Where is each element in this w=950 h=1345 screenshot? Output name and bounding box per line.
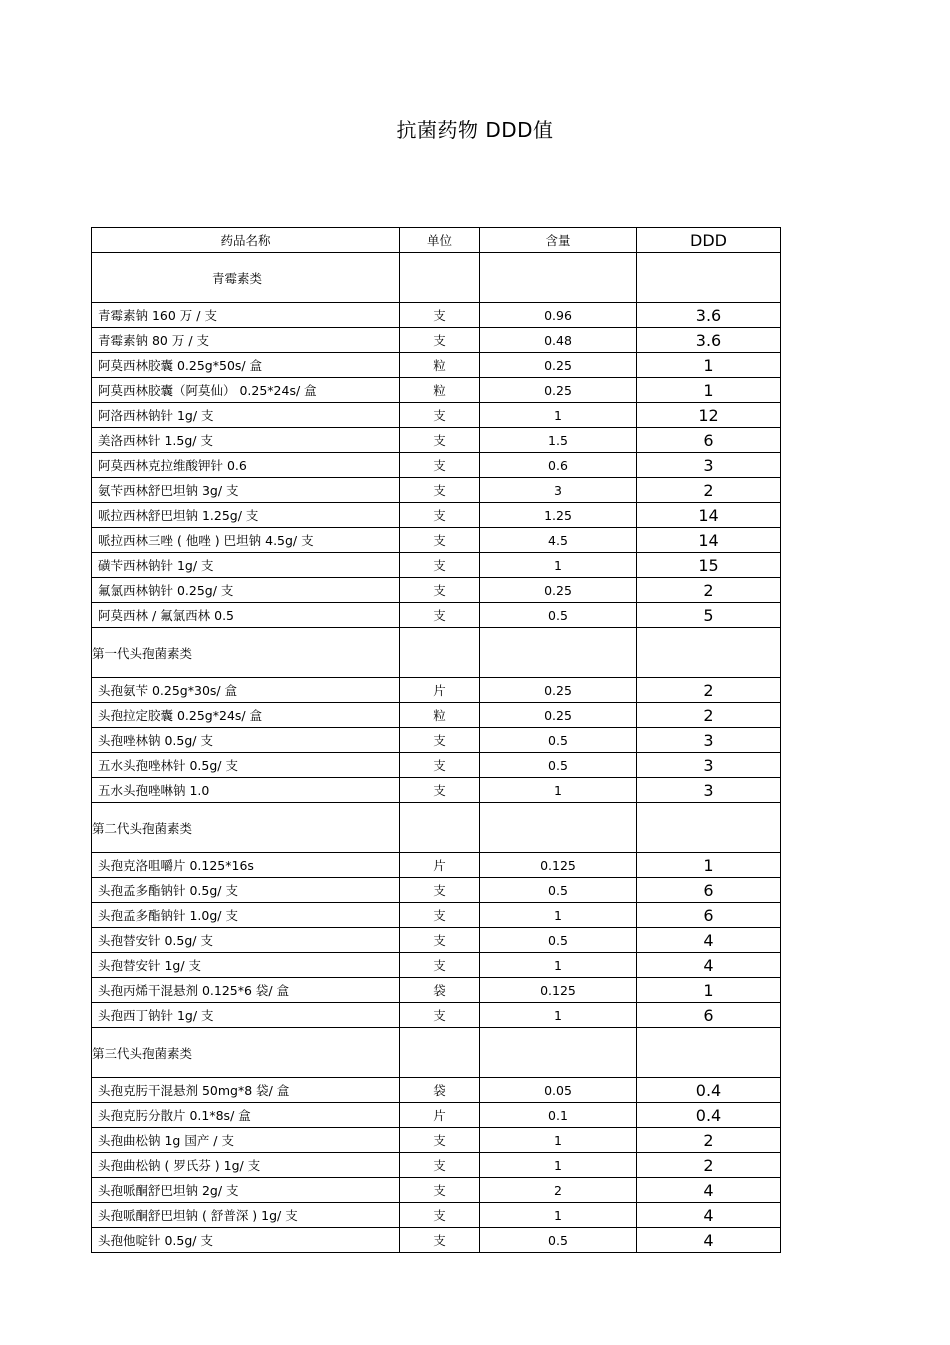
drug-name-cell: 头孢丙烯干混悬剂 0.125*6 袋/ 盒 bbox=[92, 978, 400, 1003]
header-unit: 单位 bbox=[400, 228, 480, 253]
unit-cell: 支 bbox=[400, 1003, 480, 1028]
ddd-cell: 5 bbox=[637, 603, 781, 628]
ddd-cell: 1 bbox=[637, 853, 781, 878]
unit-cell: 支 bbox=[400, 753, 480, 778]
content-cell: 1 bbox=[480, 403, 637, 428]
unit-cell: 支 bbox=[400, 1153, 480, 1178]
drug-name-cell: 头孢克肟分散片 0.1*8s/ 盒 bbox=[92, 1103, 400, 1128]
content-cell: 0.25 bbox=[480, 678, 637, 703]
drug-name-cell: 美洛西林针 1.5g/ 支 bbox=[92, 428, 400, 453]
table-row bbox=[92, 878, 781, 903]
ddd-cell: 1 bbox=[637, 978, 781, 1003]
empty-cell bbox=[480, 1028, 637, 1078]
drug-name-cell: 阿莫西林胶囊 0.25g*50s/ 盒 bbox=[92, 353, 400, 378]
ddd-table bbox=[91, 227, 781, 1253]
ddd-cell: 3 bbox=[637, 728, 781, 753]
ddd-cell: 12 bbox=[637, 403, 781, 428]
table-row bbox=[92, 453, 781, 478]
category-row bbox=[92, 803, 781, 853]
unit-cell: 支 bbox=[400, 478, 480, 503]
table-row bbox=[92, 978, 781, 1003]
drug-name-cell: 阿洛西林钠针 1g/ 支 bbox=[92, 403, 400, 428]
unit-cell: 支 bbox=[400, 303, 480, 328]
empty-cell bbox=[637, 803, 781, 853]
empty-cell bbox=[480, 803, 637, 853]
table-row bbox=[92, 778, 781, 803]
unit-cell: 片 bbox=[400, 853, 480, 878]
table-row bbox=[92, 1203, 781, 1228]
ddd-cell: 6 bbox=[637, 428, 781, 453]
unit-cell: 支 bbox=[400, 453, 480, 478]
drug-name-cell: 头孢替安针 1g/ 支 bbox=[92, 953, 400, 978]
table-row bbox=[92, 1128, 781, 1153]
ddd-cell: 3.6 bbox=[637, 303, 781, 328]
ddd-cell: 3.6 bbox=[637, 328, 781, 353]
empty-cell bbox=[400, 803, 480, 853]
empty-cell bbox=[637, 628, 781, 678]
ddd-cell: 0.4 bbox=[637, 1103, 781, 1128]
empty-cell bbox=[400, 1028, 480, 1078]
category-label: 第二代头孢菌素类 bbox=[92, 803, 400, 853]
category-row bbox=[92, 1028, 781, 1078]
unit-cell: 片 bbox=[400, 678, 480, 703]
ddd-cell: 0.4 bbox=[637, 1078, 781, 1103]
drug-name-cell: 头孢唑林钠 0.5g/ 支 bbox=[92, 728, 400, 753]
ddd-cell: 4 bbox=[637, 1228, 781, 1253]
content-cell: 0.5 bbox=[480, 753, 637, 778]
ddd-cell: 2 bbox=[637, 703, 781, 728]
empty-cell bbox=[637, 1028, 781, 1078]
table-row bbox=[92, 853, 781, 878]
unit-cell: 支 bbox=[400, 328, 480, 353]
content-cell: 0.96 bbox=[480, 303, 637, 328]
ddd-cell: 3 bbox=[637, 778, 781, 803]
content-cell: 1 bbox=[480, 903, 637, 928]
content-cell: 3 bbox=[480, 478, 637, 503]
ddd-cell: 4 bbox=[637, 953, 781, 978]
unit-cell: 支 bbox=[400, 1128, 480, 1153]
unit-cell: 支 bbox=[400, 953, 480, 978]
ddd-cell: 3 bbox=[637, 753, 781, 778]
ddd-cell: 4 bbox=[637, 1203, 781, 1228]
unit-cell: 支 bbox=[400, 403, 480, 428]
drug-name-cell: 头孢西丁钠针 1g/ 支 bbox=[92, 1003, 400, 1028]
ddd-cell: 6 bbox=[637, 903, 781, 928]
table-row bbox=[92, 728, 781, 753]
table-row bbox=[92, 478, 781, 503]
unit-cell: 支 bbox=[400, 603, 480, 628]
drug-name-cell: 头孢拉定胶囊 0.25g*24s/ 盒 bbox=[92, 703, 400, 728]
content-cell: 1 bbox=[480, 1203, 637, 1228]
unit-cell: 片 bbox=[400, 1103, 480, 1128]
ddd-cell: 14 bbox=[637, 503, 781, 528]
content-cell: 1 bbox=[480, 1153, 637, 1178]
table-row bbox=[92, 603, 781, 628]
table-row bbox=[92, 403, 781, 428]
drug-name-cell: 头孢曲松钠 ( 罗氏芬 ) 1g/ 支 bbox=[92, 1153, 400, 1178]
table-header-row bbox=[92, 228, 781, 253]
drug-name-cell: 青霉素钠 80 万 / 支 bbox=[92, 328, 400, 353]
unit-cell: 支 bbox=[400, 1203, 480, 1228]
drug-name-cell: 阿莫西林胶囊（阿莫仙） 0.25*24s/ 盒 bbox=[92, 378, 400, 403]
content-cell: 1 bbox=[480, 953, 637, 978]
table-row bbox=[92, 528, 781, 553]
category-label: 第一代头孢菌素类 bbox=[92, 628, 400, 678]
drug-name-cell: 头孢哌酮舒巴坦钠 ( 舒普深 ) 1g/ 支 bbox=[92, 1203, 400, 1228]
unit-cell: 支 bbox=[400, 928, 480, 953]
content-cell: 2 bbox=[480, 1178, 637, 1203]
unit-cell: 支 bbox=[400, 878, 480, 903]
ddd-cell: 6 bbox=[637, 1003, 781, 1028]
ddd-cell: 2 bbox=[637, 1128, 781, 1153]
table-row bbox=[92, 553, 781, 578]
ddd-cell: 4 bbox=[637, 928, 781, 953]
unit-cell: 粒 bbox=[400, 378, 480, 403]
header-name: 药品名称 bbox=[92, 228, 400, 253]
category-row bbox=[92, 628, 781, 678]
drug-name-cell: 头孢克洛咀嚼片 0.125*16s bbox=[92, 853, 400, 878]
content-cell: 0.25 bbox=[480, 703, 637, 728]
drug-name-cell: 哌拉西林三唑 ( 他唑 ) 巴坦钠 4.5g/ 支 bbox=[92, 528, 400, 553]
content-cell: 1.25 bbox=[480, 503, 637, 528]
drug-name-cell: 头孢哌酮舒巴坦钠 2g/ 支 bbox=[92, 1178, 400, 1203]
content-cell: 0.125 bbox=[480, 853, 637, 878]
unit-cell: 支 bbox=[400, 578, 480, 603]
drug-name-cell: 头孢氨苄 0.25g*30s/ 盒 bbox=[92, 678, 400, 703]
table-row bbox=[92, 428, 781, 453]
content-cell: 0.25 bbox=[480, 578, 637, 603]
drug-name-cell: 头孢替安针 0.5g/ 支 bbox=[92, 928, 400, 953]
table-row bbox=[92, 303, 781, 328]
drug-name-cell: 五水头孢唑林针 0.5g/ 支 bbox=[92, 753, 400, 778]
empty-cell bbox=[400, 253, 480, 303]
drug-name-cell: 哌拉西林舒巴坦钠 1.25g/ 支 bbox=[92, 503, 400, 528]
unit-cell: 支 bbox=[400, 428, 480, 453]
content-cell: 0.5 bbox=[480, 603, 637, 628]
drug-name-cell: 头孢曲松钠 1g 国产 / 支 bbox=[92, 1128, 400, 1153]
table-row bbox=[92, 378, 781, 403]
content-cell: 1 bbox=[480, 1003, 637, 1028]
table-row bbox=[92, 1153, 781, 1178]
unit-cell: 支 bbox=[400, 503, 480, 528]
unit-cell: 支 bbox=[400, 1228, 480, 1253]
ddd-cell: 2 bbox=[637, 478, 781, 503]
unit-cell: 粒 bbox=[400, 703, 480, 728]
category-label: 青霉素类 bbox=[92, 253, 400, 303]
ddd-cell: 1 bbox=[637, 353, 781, 378]
content-cell: 0.25 bbox=[480, 353, 637, 378]
content-cell: 0.05 bbox=[480, 1078, 637, 1103]
content-cell: 0.5 bbox=[480, 878, 637, 903]
table-row bbox=[92, 1228, 781, 1253]
header-ddd: DDD bbox=[637, 228, 781, 253]
drug-name-cell: 阿莫西林克拉维酸钾针 0.6 bbox=[92, 453, 400, 478]
table-row bbox=[92, 903, 781, 928]
unit-cell: 支 bbox=[400, 778, 480, 803]
ddd-cell: 6 bbox=[637, 878, 781, 903]
table-row bbox=[92, 1178, 781, 1203]
ddd-cell: 14 bbox=[637, 528, 781, 553]
page-title: 抗菌药物 DDD值 bbox=[396, 118, 554, 142]
table-row bbox=[92, 353, 781, 378]
drug-name-cell: 氟氯西林钠针 0.25g/ 支 bbox=[92, 578, 400, 603]
drug-name-cell: 五水头孢唑啉钠 1.0 bbox=[92, 778, 400, 803]
content-cell: 0.1 bbox=[480, 1103, 637, 1128]
content-cell: 0.5 bbox=[480, 928, 637, 953]
unit-cell: 袋 bbox=[400, 1078, 480, 1103]
table-row bbox=[92, 678, 781, 703]
ddd-cell: 2 bbox=[637, 678, 781, 703]
empty-cell bbox=[480, 628, 637, 678]
table-row bbox=[92, 928, 781, 953]
ddd-cell: 15 bbox=[637, 553, 781, 578]
table-row bbox=[92, 703, 781, 728]
table-row bbox=[92, 1078, 781, 1103]
content-cell: 1 bbox=[480, 553, 637, 578]
ddd-cell: 2 bbox=[637, 1153, 781, 1178]
drug-name-cell: 青霉素钠 160 万 / 支 bbox=[92, 303, 400, 328]
content-cell: 1.5 bbox=[480, 428, 637, 453]
drug-name-cell: 头孢孟多酯钠针 1.0g/ 支 bbox=[92, 903, 400, 928]
unit-cell: 粒 bbox=[400, 353, 480, 378]
content-cell: 0.6 bbox=[480, 453, 637, 478]
content-cell: 4.5 bbox=[480, 528, 637, 553]
unit-cell: 支 bbox=[400, 528, 480, 553]
drug-name-cell: 头孢孟多酯钠针 0.5g/ 支 bbox=[92, 878, 400, 903]
table-row bbox=[92, 1003, 781, 1028]
empty-cell bbox=[480, 253, 637, 303]
category-row bbox=[92, 253, 781, 303]
table-row bbox=[92, 953, 781, 978]
ddd-cell: 4 bbox=[637, 1178, 781, 1203]
drug-name-cell: 头孢他啶针 0.5g/ 支 bbox=[92, 1228, 400, 1253]
table-row bbox=[92, 578, 781, 603]
content-cell: 0.125 bbox=[480, 978, 637, 1003]
unit-cell: 支 bbox=[400, 728, 480, 753]
table-row bbox=[92, 328, 781, 353]
empty-cell bbox=[637, 253, 781, 303]
drug-name-cell: 氨苄西林舒巴坦钠 3g/ 支 bbox=[92, 478, 400, 503]
category-label: 第三代头孢菌素类 bbox=[92, 1028, 400, 1078]
header-content: 含量 bbox=[480, 228, 637, 253]
content-cell: 0.5 bbox=[480, 728, 637, 753]
content-cell: 1 bbox=[480, 1128, 637, 1153]
content-cell: 0.25 bbox=[480, 378, 637, 403]
content-cell: 0.48 bbox=[480, 328, 637, 353]
empty-cell bbox=[400, 628, 480, 678]
drug-name-cell: 阿莫西林 / 氟氯西林 0.5 bbox=[92, 603, 400, 628]
drug-name-cell: 磺苄西林钠针 1g/ 支 bbox=[92, 553, 400, 578]
table-row bbox=[92, 1103, 781, 1128]
table-row bbox=[92, 503, 781, 528]
drug-name-cell: 头孢克肟干混悬剂 50mg*8 袋/ 盒 bbox=[92, 1078, 400, 1103]
unit-cell: 支 bbox=[400, 1178, 480, 1203]
unit-cell: 袋 bbox=[400, 978, 480, 1003]
table-row bbox=[92, 753, 781, 778]
ddd-cell: 2 bbox=[637, 578, 781, 603]
content-cell: 0.5 bbox=[480, 1228, 637, 1253]
ddd-table-body bbox=[92, 228, 781, 1253]
unit-cell: 支 bbox=[400, 903, 480, 928]
ddd-cell: 1 bbox=[637, 378, 781, 403]
ddd-cell: 3 bbox=[637, 453, 781, 478]
content-cell: 1 bbox=[480, 778, 637, 803]
unit-cell: 支 bbox=[400, 553, 480, 578]
